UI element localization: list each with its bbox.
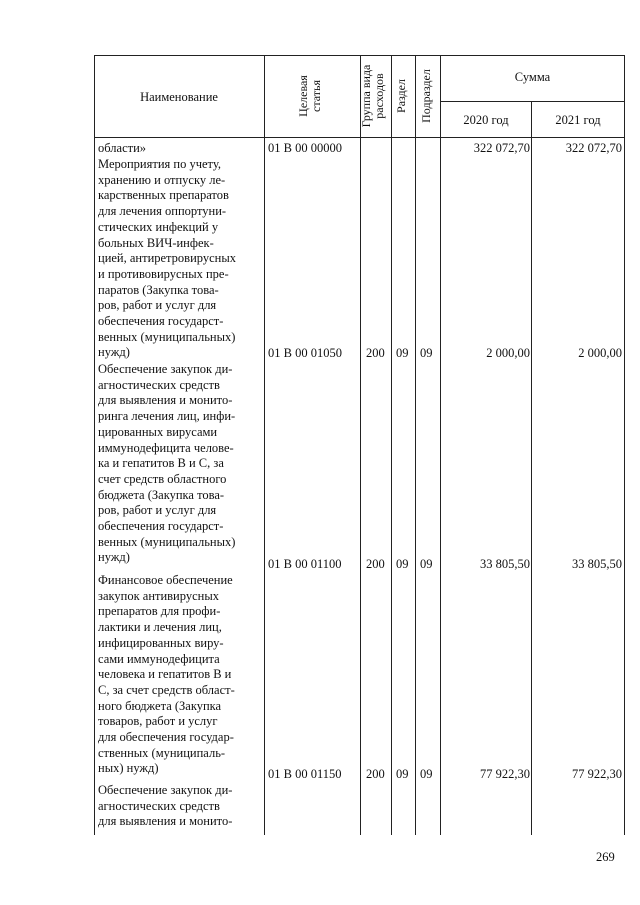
row-2-name-line: счет средств областного xyxy=(98,471,227,486)
row-3-group: 200 xyxy=(366,557,385,571)
header-sum: Сумма xyxy=(514,70,551,84)
row-4-name-line: Обеспечение закупок ди- xyxy=(98,783,233,797)
row-2-name-line: венных (муниципальных) xyxy=(98,534,236,549)
row-2-name-line: цированных вирусами xyxy=(98,424,218,439)
row-2-name-line: иммунодефицита челове- xyxy=(98,440,234,455)
row-1-target-code: 01 В 00 00000 xyxy=(268,141,342,155)
row-3-name-line: препаратов для профи- xyxy=(98,604,221,619)
row-1-value-2021: 322 072,70 xyxy=(565,141,622,155)
header-group-line1: Группа вида xyxy=(359,64,373,128)
row-4-section: 09 xyxy=(396,767,409,781)
row-2-name-line: ринга лечения лиц, инфи- xyxy=(98,409,236,424)
col-border-target xyxy=(360,55,361,835)
row-2-name xyxy=(98,362,260,566)
col-border-name xyxy=(264,55,265,835)
row-1-name-line: венных (муниципальных) xyxy=(98,329,236,344)
row-1-name-line: хранению и отпуску ле- xyxy=(98,172,226,187)
col-border-2020 xyxy=(531,101,532,835)
sum-subheader-divider xyxy=(440,101,624,102)
row-0-name xyxy=(98,141,260,157)
row-2-group: 200 xyxy=(366,346,385,360)
row-4-name xyxy=(98,783,260,830)
row-3-section: 09 xyxy=(396,557,409,571)
header-target xyxy=(297,46,327,146)
header-subsection: Подраздел xyxy=(419,69,433,123)
row-1-name xyxy=(98,157,260,361)
header-name: Наименование xyxy=(140,90,218,104)
row-2-section: 09 xyxy=(396,346,409,360)
page-number: 269 xyxy=(596,850,615,864)
row-1-name-line: стических инфекций у xyxy=(98,219,219,234)
row-2-name-line: ка и гепатитов В и С, за xyxy=(98,456,224,471)
row-3-name-line: ного бюджета (Закупка xyxy=(98,698,222,713)
row-2-name-line: агностических средств xyxy=(98,377,220,392)
row-3-value-2020: 33 805,50 xyxy=(480,557,530,571)
row-1-name-line: больных ВИЧ-инфек- xyxy=(98,235,214,250)
header-target-line1: Целевая xyxy=(296,75,310,117)
col-border-right xyxy=(624,55,625,835)
row-2-name-line: для выявления и монито- xyxy=(98,393,233,408)
header-group xyxy=(360,46,390,146)
row-4-target-code: 01 В 00 01150 xyxy=(268,767,342,781)
row-1-value-2020: 322 072,70 xyxy=(473,141,530,155)
row-4-name-line: для выявления и монито- xyxy=(98,814,233,829)
row-3-value-2021: 33 805,50 xyxy=(572,557,622,571)
row-3-name-line: ственных (муниципаль- xyxy=(98,745,226,760)
col-border-left xyxy=(94,55,95,835)
header-target-line2: статья xyxy=(309,80,323,112)
row-2-name-line: ров, работ и услуг для xyxy=(98,503,217,518)
row-2-name-line: бюджета (Закупка това- xyxy=(98,487,225,502)
row-2-subsection: 09 xyxy=(420,346,433,360)
row-4-subsection: 09 xyxy=(420,767,433,781)
row-0-name-line: области» xyxy=(98,141,147,155)
header-group-line2: расходов xyxy=(372,73,386,119)
row-3-name-line: товаров, работ и услуг xyxy=(98,714,218,729)
row-1-name-line: карственных препаратов xyxy=(98,188,229,203)
row-3-name-line: С, за счет средств област- xyxy=(98,682,235,697)
row-3-name-line: лактики и лечения лиц, xyxy=(98,620,222,635)
row-3-target-code: 01 В 00 01100 xyxy=(268,557,342,571)
row-2-name-line: Обеспечение закупок ди- xyxy=(98,362,233,376)
row-4-group: 200 xyxy=(366,767,385,781)
col-border-subsection xyxy=(440,55,441,835)
row-1-name-line: нужд) xyxy=(98,345,130,360)
table-header-bottom-border xyxy=(94,137,624,138)
row-3-name-line: для обеспечения государ- xyxy=(98,730,234,745)
col-border-section xyxy=(415,55,416,835)
table-top-border xyxy=(94,55,624,56)
row-1-name-line: ров, работ и услуг для xyxy=(98,298,217,313)
row-3-name-line: Финансовое обеспечение xyxy=(98,573,233,587)
header-2020: 2020 год xyxy=(463,113,509,127)
row-3-name-line: человека и гепатитов В и xyxy=(98,667,232,682)
row-3-name-line: сами иммунодефицита xyxy=(98,651,220,666)
row-2-name-line: обеспечения государст- xyxy=(98,519,224,534)
row-3-name xyxy=(98,573,260,777)
row-1-name-line: Мероприятия по учету, xyxy=(98,157,221,171)
row-4-value-2020: 77 922,30 xyxy=(480,767,530,781)
row-4-value-2021: 77 922,30 xyxy=(572,767,622,781)
row-2-name-line: нужд) xyxy=(98,550,130,565)
row-3-name-line: ных) нужд) xyxy=(98,761,159,776)
row-2-value-2020: 2 000,00 xyxy=(486,346,530,360)
row-1-name-line: обеспечения государст- xyxy=(98,314,224,329)
row-1-name-line: паратов (Закупка това- xyxy=(98,282,219,297)
row-2-value-2021: 2 000,00 xyxy=(578,346,622,360)
row-1-name-line: цией, антиретровирусных xyxy=(98,251,236,266)
row-3-name-line: инфицированных виру- xyxy=(98,635,224,650)
row-1-name-line: для лечения оппортуни- xyxy=(98,204,227,219)
header-section: Раздел xyxy=(394,79,408,113)
row-4-name-line: агностических средств xyxy=(98,798,220,813)
row-3-subsection: 09 xyxy=(420,557,433,571)
row-2-target-code: 01 В 00 01050 xyxy=(268,346,342,360)
row-3-name-line: закупок антивирусных xyxy=(98,588,219,603)
row-1-name-line: и противовирусных пре- xyxy=(98,266,229,281)
header-2021: 2021 год xyxy=(555,113,601,127)
col-border-group xyxy=(391,55,392,835)
